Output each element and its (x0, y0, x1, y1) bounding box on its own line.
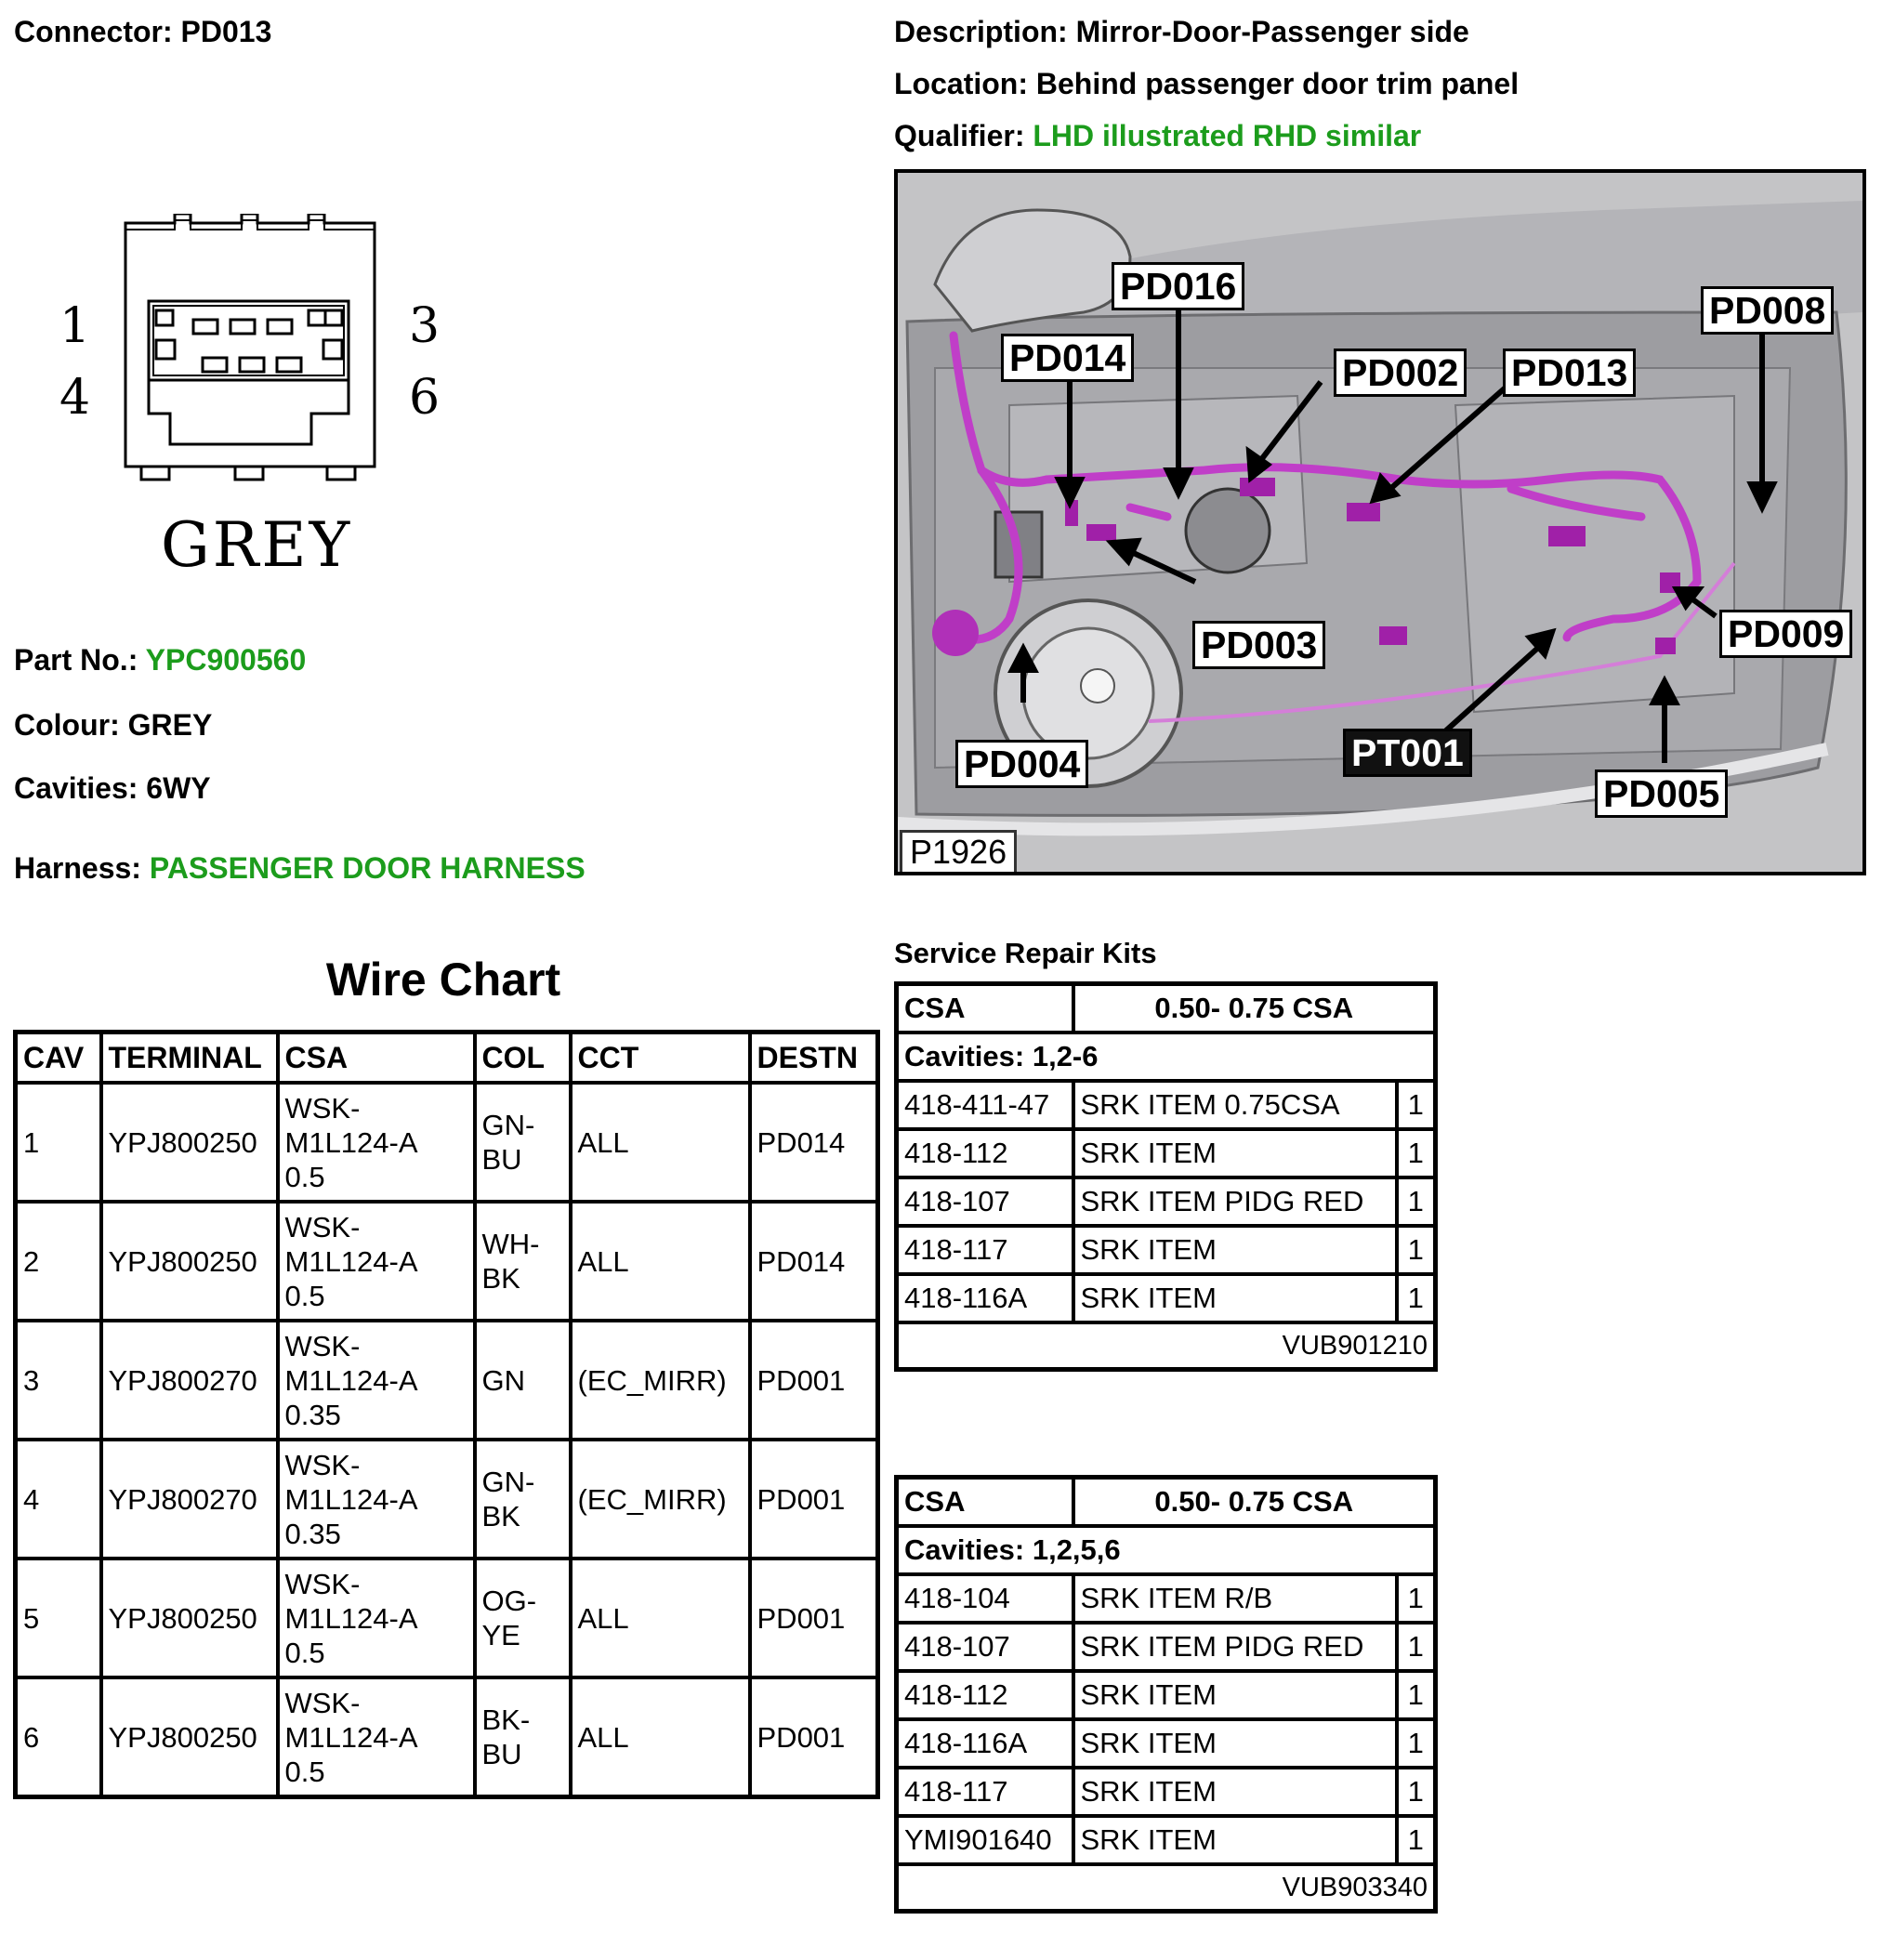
kit-item-row (897, 1574, 1436, 1623)
kit-csa-value: 0.50- 0.75 CSA (1073, 984, 1436, 1033)
kit-item-qty: 1 (1397, 1129, 1436, 1177)
location-label: Location: (894, 67, 1028, 100)
pin-number-6: 6 (409, 370, 441, 426)
colour-label: Colour: (14, 708, 120, 742)
pin-number-1: 1 (59, 298, 91, 354)
csa-line: WSK- (284, 1091, 361, 1125)
connector-label: Connector: (14, 15, 173, 48)
kit-item-qty: 1 (1397, 1719, 1436, 1768)
callout-pt001: PT001 (1343, 729, 1472, 777)
header-csa: CSA (278, 1033, 475, 1084)
cell-cav: 4 (16, 1440, 101, 1559)
connector-value: PD013 (180, 15, 272, 48)
csa-line: M1L124-A (284, 1720, 418, 1754)
kit-csa-value: 0.50- 0.75 CSA (1073, 1478, 1436, 1527)
kit-item-row (897, 1623, 1436, 1671)
kit-item-part: YMI901640 (897, 1816, 1073, 1864)
cell-destn: PD001 (750, 1559, 878, 1677)
location-value: Behind passenger door trim panel (1035, 67, 1520, 100)
cavities-value: 6WY (146, 771, 211, 805)
csa-line: 0.5 (284, 1636, 325, 1669)
connector-location-illustration (894, 169, 1866, 875)
kit-item-row (897, 1816, 1436, 1864)
cell-terminal: YPJ800270 (101, 1440, 278, 1559)
kit-item-qty: 1 (1397, 1274, 1436, 1322)
kit-item-row (897, 1719, 1436, 1768)
csa-line: WSK- (284, 1329, 361, 1362)
col-line: WH- (481, 1228, 540, 1260)
kit-item-part: 418-104 (897, 1574, 1073, 1623)
kit-item-qty: 1 (1397, 1574, 1436, 1623)
connector-face-diagram (112, 214, 390, 493)
kit-item-part: 418-117 (897, 1226, 1073, 1274)
cell-terminal: YPJ800270 (101, 1321, 278, 1440)
kit-cavities: Cavities: 1,2-6 (897, 1033, 1436, 1081)
cell-csa (278, 1083, 475, 1202)
cavities-label: Cavities: (14, 771, 138, 805)
kit-code-row (897, 1322, 1436, 1370)
kit-item-qty: 1 (1397, 1177, 1436, 1226)
csa-line: WSK- (284, 1210, 361, 1243)
cell-destn: PD014 (750, 1083, 878, 1202)
description-value: Mirror-Door-Passenger side (1075, 15, 1469, 48)
kit-item-row (897, 1177, 1436, 1226)
callout-pd004: PD004 (955, 740, 1088, 788)
harness-line (14, 851, 586, 885)
kit-item-part: 418-411-47 (897, 1081, 1073, 1129)
csa-line: 0.35 (284, 1517, 341, 1550)
header-cct: CCT (571, 1033, 750, 1084)
cell-destn: PD001 (750, 1677, 878, 1797)
kit-item-desc: SRK ITEM (1073, 1768, 1397, 1816)
kit-item-qty: 1 (1397, 1623, 1436, 1671)
connector-line (14, 15, 271, 48)
kit-item-desc: SRK ITEM (1073, 1671, 1397, 1719)
col-line: GN- (481, 1109, 535, 1141)
kit-item-part: 418-116A (897, 1719, 1073, 1768)
col-line: YE (481, 1619, 520, 1651)
kit-item-part: 418-116A (897, 1274, 1073, 1322)
table-row (16, 1321, 878, 1440)
table-row (16, 1559, 878, 1677)
kit-csa-label: CSA (897, 1478, 1073, 1527)
kit-cavities-row (897, 1033, 1436, 1081)
col-line: BU (481, 1143, 522, 1176)
cell-csa (278, 1559, 475, 1677)
callout-pd005: PD005 (1595, 770, 1728, 818)
csa-line: WSK- (284, 1448, 361, 1481)
kit-item-row (897, 1081, 1436, 1129)
csa-line: 0.5 (284, 1160, 325, 1193)
kit-code-row (897, 1864, 1436, 1912)
location-line (894, 67, 1519, 100)
cell-col (475, 1440, 571, 1559)
kit-item-qty: 1 (1397, 1768, 1436, 1816)
kit-csa-label: CSA (897, 984, 1073, 1033)
cell-terminal: YPJ800250 (101, 1202, 278, 1321)
kit-item-part: 418-107 (897, 1177, 1073, 1226)
cell-csa (278, 1440, 475, 1559)
cell-terminal: YPJ800250 (101, 1559, 278, 1677)
part-label: Part No.: (14, 643, 138, 677)
kit-item-desc: SRK ITEM PIDG RED (1073, 1623, 1397, 1671)
kit-item-part: 418-112 (897, 1129, 1073, 1177)
cavities-line (14, 771, 211, 805)
csa-line: M1L124-A (284, 1363, 418, 1397)
callout-pd016: PD016 (1112, 262, 1244, 310)
callout-pd008: PD008 (1701, 286, 1834, 335)
callout-pd002: PD002 (1334, 349, 1467, 397)
kit-item-part: 418-117 (897, 1768, 1073, 1816)
header-col: COL (475, 1033, 571, 1084)
cell-cav: 1 (16, 1083, 101, 1202)
csa-line: M1L124-A (284, 1125, 418, 1159)
kit-code: VUB901210 (897, 1322, 1436, 1370)
csa-line: WSK- (284, 1686, 361, 1719)
kit-item-row (897, 1226, 1436, 1274)
kit-item-desc: SRK ITEM (1073, 1719, 1397, 1768)
colour-line (14, 708, 212, 742)
col-line: GN- (481, 1466, 535, 1498)
qualifier-value: LHD illustrated RHD similar (1033, 119, 1422, 152)
cell-col (475, 1677, 571, 1797)
col-line: BK (481, 1500, 520, 1532)
connector-cavity-block (149, 301, 349, 380)
connector-colour-text: GREY (161, 509, 353, 581)
cell-cct: ALL (571, 1083, 750, 1202)
repair-kit-table-1 (894, 981, 1438, 1372)
col-line: BK- (481, 1703, 531, 1736)
kit-item-qty: 1 (1397, 1816, 1436, 1864)
cell-cct: (EC_MIRR) (571, 1440, 750, 1559)
cell-cav: 6 (16, 1677, 101, 1797)
cell-csa (278, 1202, 475, 1321)
kit-item-desc: SRK ITEM (1073, 1816, 1397, 1864)
pin-number-4: 4 (59, 370, 91, 426)
cell-cav: 3 (16, 1321, 101, 1440)
csa-line: 0.5 (284, 1279, 325, 1312)
kit-cavities-row (897, 1526, 1436, 1574)
kit-item-part: 418-112 (897, 1671, 1073, 1719)
wire-chart-title: Wire Chart (325, 954, 561, 1006)
kit-cavities: Cavities: 1,2,5,6 (897, 1526, 1436, 1574)
kit-item-desc: SRK ITEM 0.75CSA (1073, 1081, 1397, 1129)
harness-value: PASSENGER DOOR HARNESS (149, 851, 586, 885)
cell-destn: PD001 (750, 1440, 878, 1559)
cell-cct: ALL (571, 1677, 750, 1797)
kit-code: VUB903340 (897, 1864, 1436, 1912)
service-repair-kits-title: Service Repair Kits (894, 937, 1157, 969)
kit-item-row (897, 1768, 1436, 1816)
col-line: GN (481, 1363, 525, 1397)
cell-col (475, 1202, 571, 1321)
pin-number-3: 3 (409, 298, 441, 354)
harness-label: Harness: (14, 851, 141, 885)
cell-destn: PD014 (750, 1202, 878, 1321)
kit-csa-row (897, 1478, 1436, 1527)
wire-chart-table (13, 1030, 880, 1799)
kit-item-desc: SRK ITEM R/B (1073, 1574, 1397, 1623)
cell-col (475, 1321, 571, 1440)
qualifier-line (894, 119, 1421, 152)
table-row (16, 1677, 878, 1797)
cell-cct: ALL (571, 1559, 750, 1677)
csa-line: M1L124-A (284, 1244, 418, 1278)
kit-item-row (897, 1671, 1436, 1719)
table-row (16, 1202, 878, 1321)
kit-item-desc: SRK ITEM PIDG RED (1073, 1177, 1397, 1226)
cell-csa (278, 1677, 475, 1797)
callout-pd009: PD009 (1719, 610, 1852, 658)
part-number-line (14, 643, 306, 677)
csa-line: M1L124-A (284, 1601, 418, 1635)
cell-terminal: YPJ800250 (101, 1083, 278, 1202)
col-line: BK (481, 1262, 520, 1295)
header-destn: DESTN (750, 1033, 878, 1084)
repair-kit-table-2 (894, 1475, 1438, 1914)
kit-item-qty: 1 (1397, 1226, 1436, 1274)
kit-item-qty: 1 (1397, 1081, 1436, 1129)
cell-cct: ALL (571, 1202, 750, 1321)
kit-item-row (897, 1129, 1436, 1177)
description-line (894, 15, 1469, 48)
kit-item-part: 418-107 (897, 1623, 1073, 1671)
kit-item-row (897, 1274, 1436, 1322)
kit-csa-row (897, 984, 1436, 1033)
callout-pd013: PD013 (1503, 349, 1636, 397)
description-label: Description: (894, 15, 1068, 48)
callout-pd003: PD003 (1192, 621, 1325, 669)
col-line: BU (481, 1738, 522, 1770)
csa-line: WSK- (284, 1567, 361, 1600)
cell-cav: 5 (16, 1559, 101, 1677)
cell-col (475, 1559, 571, 1677)
csa-line: 0.5 (284, 1755, 325, 1788)
header-cav: CAV (16, 1033, 101, 1084)
cell-cct: (EC_MIRR) (571, 1321, 750, 1440)
qualifier-label: Qualifier: (894, 119, 1025, 152)
cell-csa (278, 1321, 475, 1440)
cell-cav: 2 (16, 1202, 101, 1321)
csa-line: 0.35 (284, 1398, 341, 1431)
cell-terminal: YPJ800250 (101, 1677, 278, 1797)
table-row (16, 1083, 878, 1202)
table-row (16, 1440, 878, 1559)
kit-item-desc: SRK ITEM (1073, 1129, 1397, 1177)
cell-destn: PD001 (750, 1321, 878, 1440)
csa-line: M1L124-A (284, 1482, 418, 1516)
kit-item-qty: 1 (1397, 1671, 1436, 1719)
header-terminal: TERMINAL (101, 1033, 278, 1084)
figure-id-label: P1926 (900, 830, 1017, 875)
kit-item-desc: SRK ITEM (1073, 1226, 1397, 1274)
kit-item-desc: SRK ITEM (1073, 1274, 1397, 1322)
col-line: OG- (481, 1585, 537, 1617)
part-value: YPC900560 (145, 643, 307, 677)
colour-value: GREY (127, 708, 213, 742)
wire-chart-header-row (16, 1033, 878, 1084)
callout-pd014: PD014 (1001, 334, 1134, 382)
cell-col (475, 1083, 571, 1202)
